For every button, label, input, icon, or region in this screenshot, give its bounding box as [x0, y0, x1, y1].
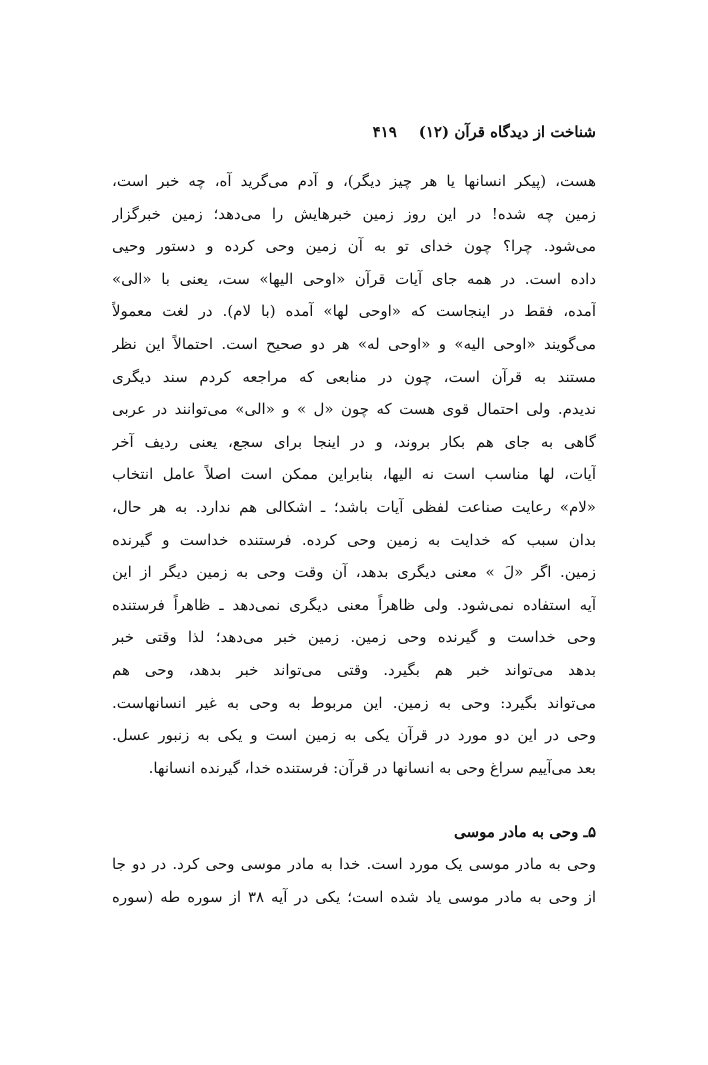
running-header	[112, 118, 596, 146]
text-line: مستند به قرآن است، چون در منابعی که مراجعه کردم سند دیگری	[112, 367, 596, 386]
text-line: از وحی به مادر موسی یاد شده است؛ یکی در آیه ۳۸ از سوره طه (سوره	[112, 888, 596, 906]
text-line: وحی در این دو مورد در قرآن یکی به زمین است و یکی به زنبور عسل.	[112, 726, 596, 745]
body-paragraph	[112, 165, 596, 784]
page-number: ۴۱۹	[372, 123, 397, 141]
text-line: ندیدم. ولی احتمال قوی هست که چون «ل » و «الی» می‌توانند در عربی	[112, 400, 596, 419]
text-line: آیه استفاده نمی‌شود. ولی ظاهراً معنی دیگری نمی‌دهد ـ ظاهراً فرستنده	[112, 595, 596, 614]
text-line: داده است. در همه جای آیات قرآن «اوحی الیها» ست، یعنی با «الی»	[112, 269, 596, 288]
text-line: می‌شود. چرا؟ چون خدای تو به آن زمین وحی کرده و دستور وحیی	[112, 237, 596, 256]
text-line: بدان سبب که خدایت به زمین وحی کرده. فرستنده خداست و گیرنده	[112, 530, 596, 549]
text-line: بعد می‌آییم سراغ وحی به انسانها در قرآن: فرستنده خدا، گیرنده انسانها.	[148, 758, 596, 777]
text-line: بدهد می‌تواند خبر هم بگیرد. وقتی می‌تواند خبر بدهد، وحی هم	[112, 660, 596, 679]
text-line: زمین چه شده! در این روز زمین خبرهایش را می‌دهد؛ زمین خبرگزار	[112, 204, 596, 223]
section-paragraph	[112, 848, 596, 914]
text-line: گاهی به جای هم بکار بروند، و در اینجا برای سجع، یعنی ردیف آخر	[112, 432, 596, 451]
text-line: زمین. اگر «لَ » معنی دیگری بدهد، آن وقت وحی به زمین دیگر از این	[112, 563, 596, 582]
section-heading: ۵ـ وحی به مادر موسی	[454, 823, 596, 841]
text-line: وحی به مادر موسی یک مورد است. خدا به مادر موسی وحی کرد. در دو جا	[112, 855, 596, 873]
text-line: آمده، فقط در اینجاست که «اوحی لها» آمده (با لام). در لغت معمولاً	[112, 302, 596, 321]
running-title: شناخت از دیدگاه قرآن (۱۲)	[418, 123, 596, 141]
text-line: می‌گویند «اوحی الیه» و «اوحی له» هر دو صحیح است. احتمالاً این نظر	[112, 334, 596, 353]
text-line: هست، (پیکر انسانها یا هر چیز دیگر)، و آدم می‌گرید آه، چه خبر است،	[112, 172, 596, 190]
text-line: «لام» رعایت صناعت لفظی آیات باشد؛ ـ اشکالی هم ندارد. به هر حال،	[112, 497, 596, 516]
text-line: آیات، لها مناسب است نه الیها، بنابراین ممکن است اصلاً عامل انتخاب	[112, 465, 596, 484]
text-line: می‌تواند بگیرد: وحی به زمین. این مربوط به وحی به غیر انسانهاست.	[112, 693, 596, 712]
text-line: وحی خداست و گیرنده وحی زمین. زمین خبر می‌دهد؛ لذا وقتی خبر	[112, 628, 596, 647]
